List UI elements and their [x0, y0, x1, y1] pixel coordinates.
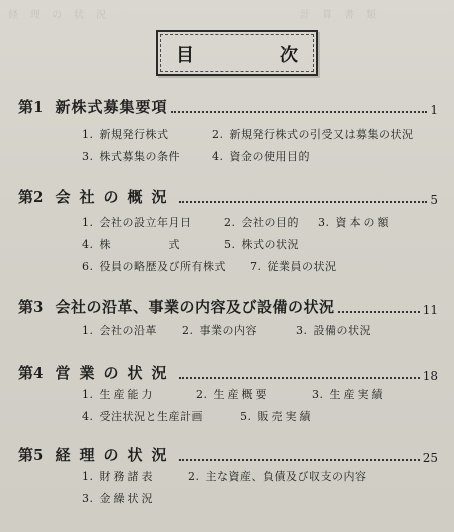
section-3-number: 第3 — [18, 298, 44, 316]
section-2-item-2: 2. 会社の目的 — [224, 216, 299, 229]
section-4-item-5: 5. 販売実績 — [240, 410, 314, 423]
section-2-number: 第2 — [18, 188, 44, 206]
section-1-item-4: 4. 資金の使用目的 — [212, 150, 310, 163]
section-2-item-7: 7. 従業員の状況 — [250, 260, 337, 273]
section-4-heading — [18, 362, 438, 383]
section-1-item-1: 1. 新規発行株式 — [82, 128, 169, 141]
section-4-item-3: 3. 生産実績 — [312, 388, 386, 401]
section-4-number: 第4 — [18, 364, 44, 382]
section-2-heading — [18, 186, 438, 207]
section-4-leader — [179, 377, 419, 379]
section-1-item-2: 2. 新規発行株式の引受又は募集の状況 — [212, 128, 414, 141]
section-3-item-2: 2. 事業の内容 — [182, 324, 257, 337]
section-4-item-1: 1. 生産能力 — [82, 388, 156, 401]
bleed-through-text-left: 経 理 の 状 況 — [8, 10, 107, 21]
section-2-item-5: 5. 株式の状況 — [224, 238, 299, 251]
section-2-name: 会社の概況 — [55, 188, 176, 206]
section-1-page: 1 — [430, 103, 438, 117]
section-3-item-1: 1. 会社の沿革 — [82, 324, 157, 337]
section-1-heading — [18, 96, 438, 117]
section-5-item-3: 3. 金繰状況 — [82, 492, 156, 505]
section-4-item-2: 2. 生産概要 — [196, 388, 270, 401]
section-3-page: 11 — [422, 303, 438, 317]
section-5-heading — [18, 444, 438, 465]
section-2-page: 5 — [430, 193, 438, 207]
section-5-item-2: 2. 主な資産、負債及び収支の内容 — [188, 470, 367, 483]
bleed-through-text-right: 計 算 書 類 — [300, 10, 377, 21]
section-1-name: 新株式募集要項 — [55, 98, 168, 116]
section-2-leader — [179, 201, 427, 203]
section-1-number: 第1 — [18, 98, 44, 116]
section-2-item-3: 3. 資本の額 — [318, 216, 392, 229]
section-3-heading — [18, 296, 438, 317]
section-4-page: 18 — [422, 369, 438, 383]
section-3-item-3: 3. 設備の状況 — [296, 324, 371, 337]
section-5-leader — [179, 459, 419, 461]
section-5-item-1: 1. 財務諸表 — [82, 470, 156, 483]
section-5-name: 経理の状況 — [55, 446, 176, 464]
section-3-leader — [338, 311, 419, 313]
section-1-item-3: 3. 株式募集の条件 — [82, 150, 180, 163]
section-4-item-4: 4. 受注状況と生産計画 — [82, 410, 203, 423]
section-1-leader — [171, 111, 427, 113]
title-char-left: 目 — [176, 45, 194, 66]
section-5-number: 第5 — [18, 446, 44, 464]
title-char-right: 次 — [280, 45, 298, 66]
toc-title-box — [156, 30, 318, 76]
section-2-item-4: 4. 株 式 — [82, 238, 180, 251]
section-2-item-6: 6. 役員の略歴及び所有株式 — [82, 260, 226, 273]
section-5-page: 25 — [422, 451, 438, 465]
section-4-name: 営業の状況 — [55, 364, 176, 382]
section-2-item-1: 1. 会社の設立年月日 — [82, 216, 192, 229]
section-3-name: 会社の沿革、事業の内容及び設備の状況 — [55, 298, 335, 316]
